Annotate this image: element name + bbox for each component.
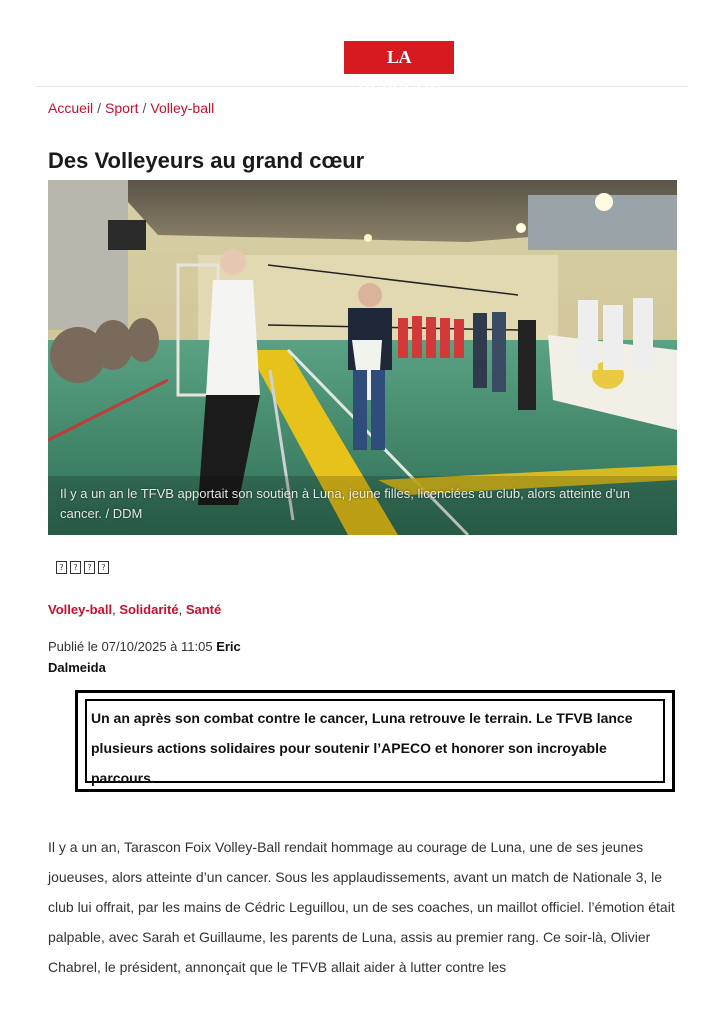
breadcrumb: [48, 100, 214, 116]
lead-text: Un an après son combat contre le cancer, Luna retrouve le terrain. Le TFVB lance plusieurs actions solidaires pour soutenir l’APECO et honorer son incroyable parcours.: [85, 699, 665, 783]
image-caption: Il y a un an le TFVB apportait son soutien à Luna, jeune filles, licenciées au club, alors atteinte d’un cancer. / DDM: [60, 486, 630, 521]
author-name[interactable]: Eric Dalmeida: [48, 639, 241, 675]
share-icon[interactable]: ?: [98, 561, 109, 574]
tag-separator: ,: [178, 602, 183, 617]
share-bar: [56, 561, 109, 574]
breadcrumb-sport[interactable]: Sport: [105, 100, 139, 116]
article-photo: [48, 180, 677, 535]
tag-list: [48, 602, 221, 617]
breadcrumb-separator: /: [97, 100, 102, 116]
share-icon[interactable]: ?: [70, 561, 81, 574]
site-logo[interactable]: LA DÉPÊCHE: [344, 41, 454, 74]
masthead: [36, 0, 688, 100]
article-body: Il y a un an, Tarascon Foix Volley-Ball rendait hommage au courage de Luna, une de ses jeunes joueuses, alors atteinte d’un cancer. Sous les applaudissements, avant un match de Nationale 3, le club lui offrait, par les mains de Cédric Leguillou, un de ses coaches, un maillot officiel. l’émotion était palpable, avec Sarah et Guillaume, les parents de Luna, assis au premier rang. Ce soir-là, Olivier Chabrel, le président, annonçait que le TFVB allait aider à lutter contre les: [48, 839, 675, 975]
published-date: Publié le 07/10/2025 à 11:05: [48, 639, 213, 654]
tag-sante[interactable]: Santé: [185, 602, 222, 617]
breadcrumb-volley-ball[interactable]: Volley-ball: [150, 100, 215, 116]
publication-info: [48, 636, 268, 678]
gym-scene-image: [48, 180, 677, 535]
article-title: Des Volleyeurs au grand cœur: [48, 148, 365, 173]
lead-box: [75, 690, 675, 792]
breadcrumb-home[interactable]: Accueil: [48, 100, 94, 116]
breadcrumb-separator: /: [142, 100, 147, 116]
tag-separator: ,: [112, 602, 116, 617]
tag-solidarite[interactable]: Solidarité: [119, 602, 179, 617]
tag-volley-ball[interactable]: Volley-ball: [48, 602, 113, 617]
share-icon[interactable]: ?: [56, 561, 67, 574]
share-icon[interactable]: ?: [84, 561, 95, 574]
